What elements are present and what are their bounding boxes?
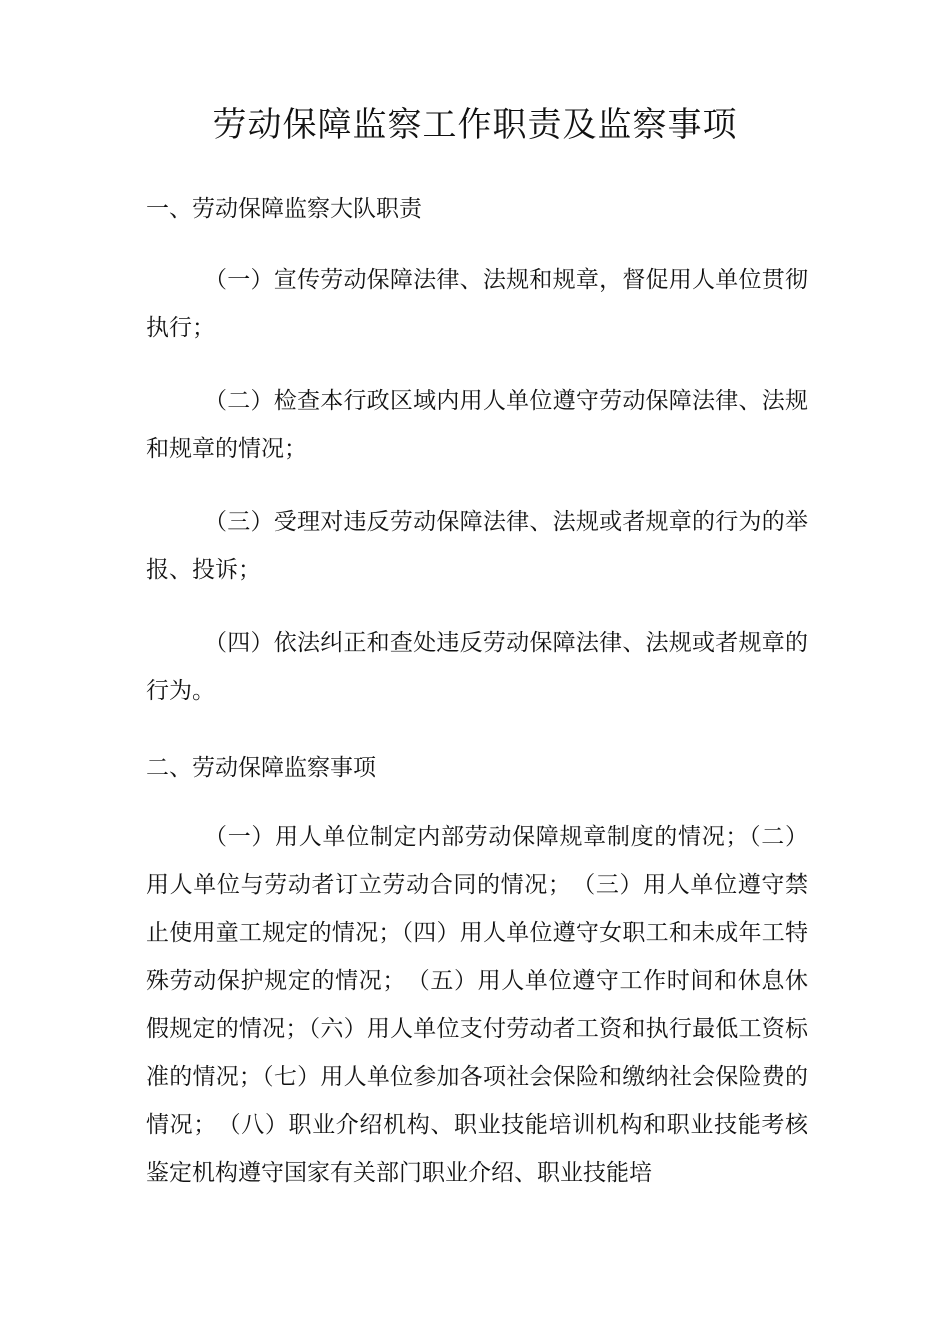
section-1-item-4: （四）依法纠正和查处违反劳动保障法律、法规或者规章的行为。 [146,630,808,704]
section-1-item-2: （二）检查本行政区域内用人单位遵守劳动保障法律、法规和规章的情况； [146,388,808,462]
document-title: 劳动保障监察工作职责及监察事项 [212,105,738,145]
section-1-item-1: （一）宣传劳动保障法律、法规和规章，督促用人单位贯彻执行； [146,267,808,341]
section-2-body: （一）用人单位制定内部劳动保障规章制度的情况；（二）用人单位与劳动者订立劳动合同的情况； （三）用人单位遵守禁止使用童工规定的情况；（四）用人单位遵守女职工和未成年工特殊劳动保护规定的情况； （五）用人单位遵守工作时间和休息休假规定的情况；（六）用人单位支付劳动者工资和执行最低工资标准的情况；（七）用人单位参加各项社会保险和缴纳社会保险费的情况； （八）职业介绍机构、职业技能培训机构和职业技能考核鉴定机构遵守国家有关部门职业介绍、职业技能培 [146,824,808,1186]
section-1-heading: 一、劳动保障监察大队职责 [146,196,422,222]
section-1-item-3: （三）受理对违反劳动保障法律、法规或者规章的行为的举报、投诉； [146,509,808,583]
section-2-heading: 二、劳动保障监察事项 [146,755,376,781]
